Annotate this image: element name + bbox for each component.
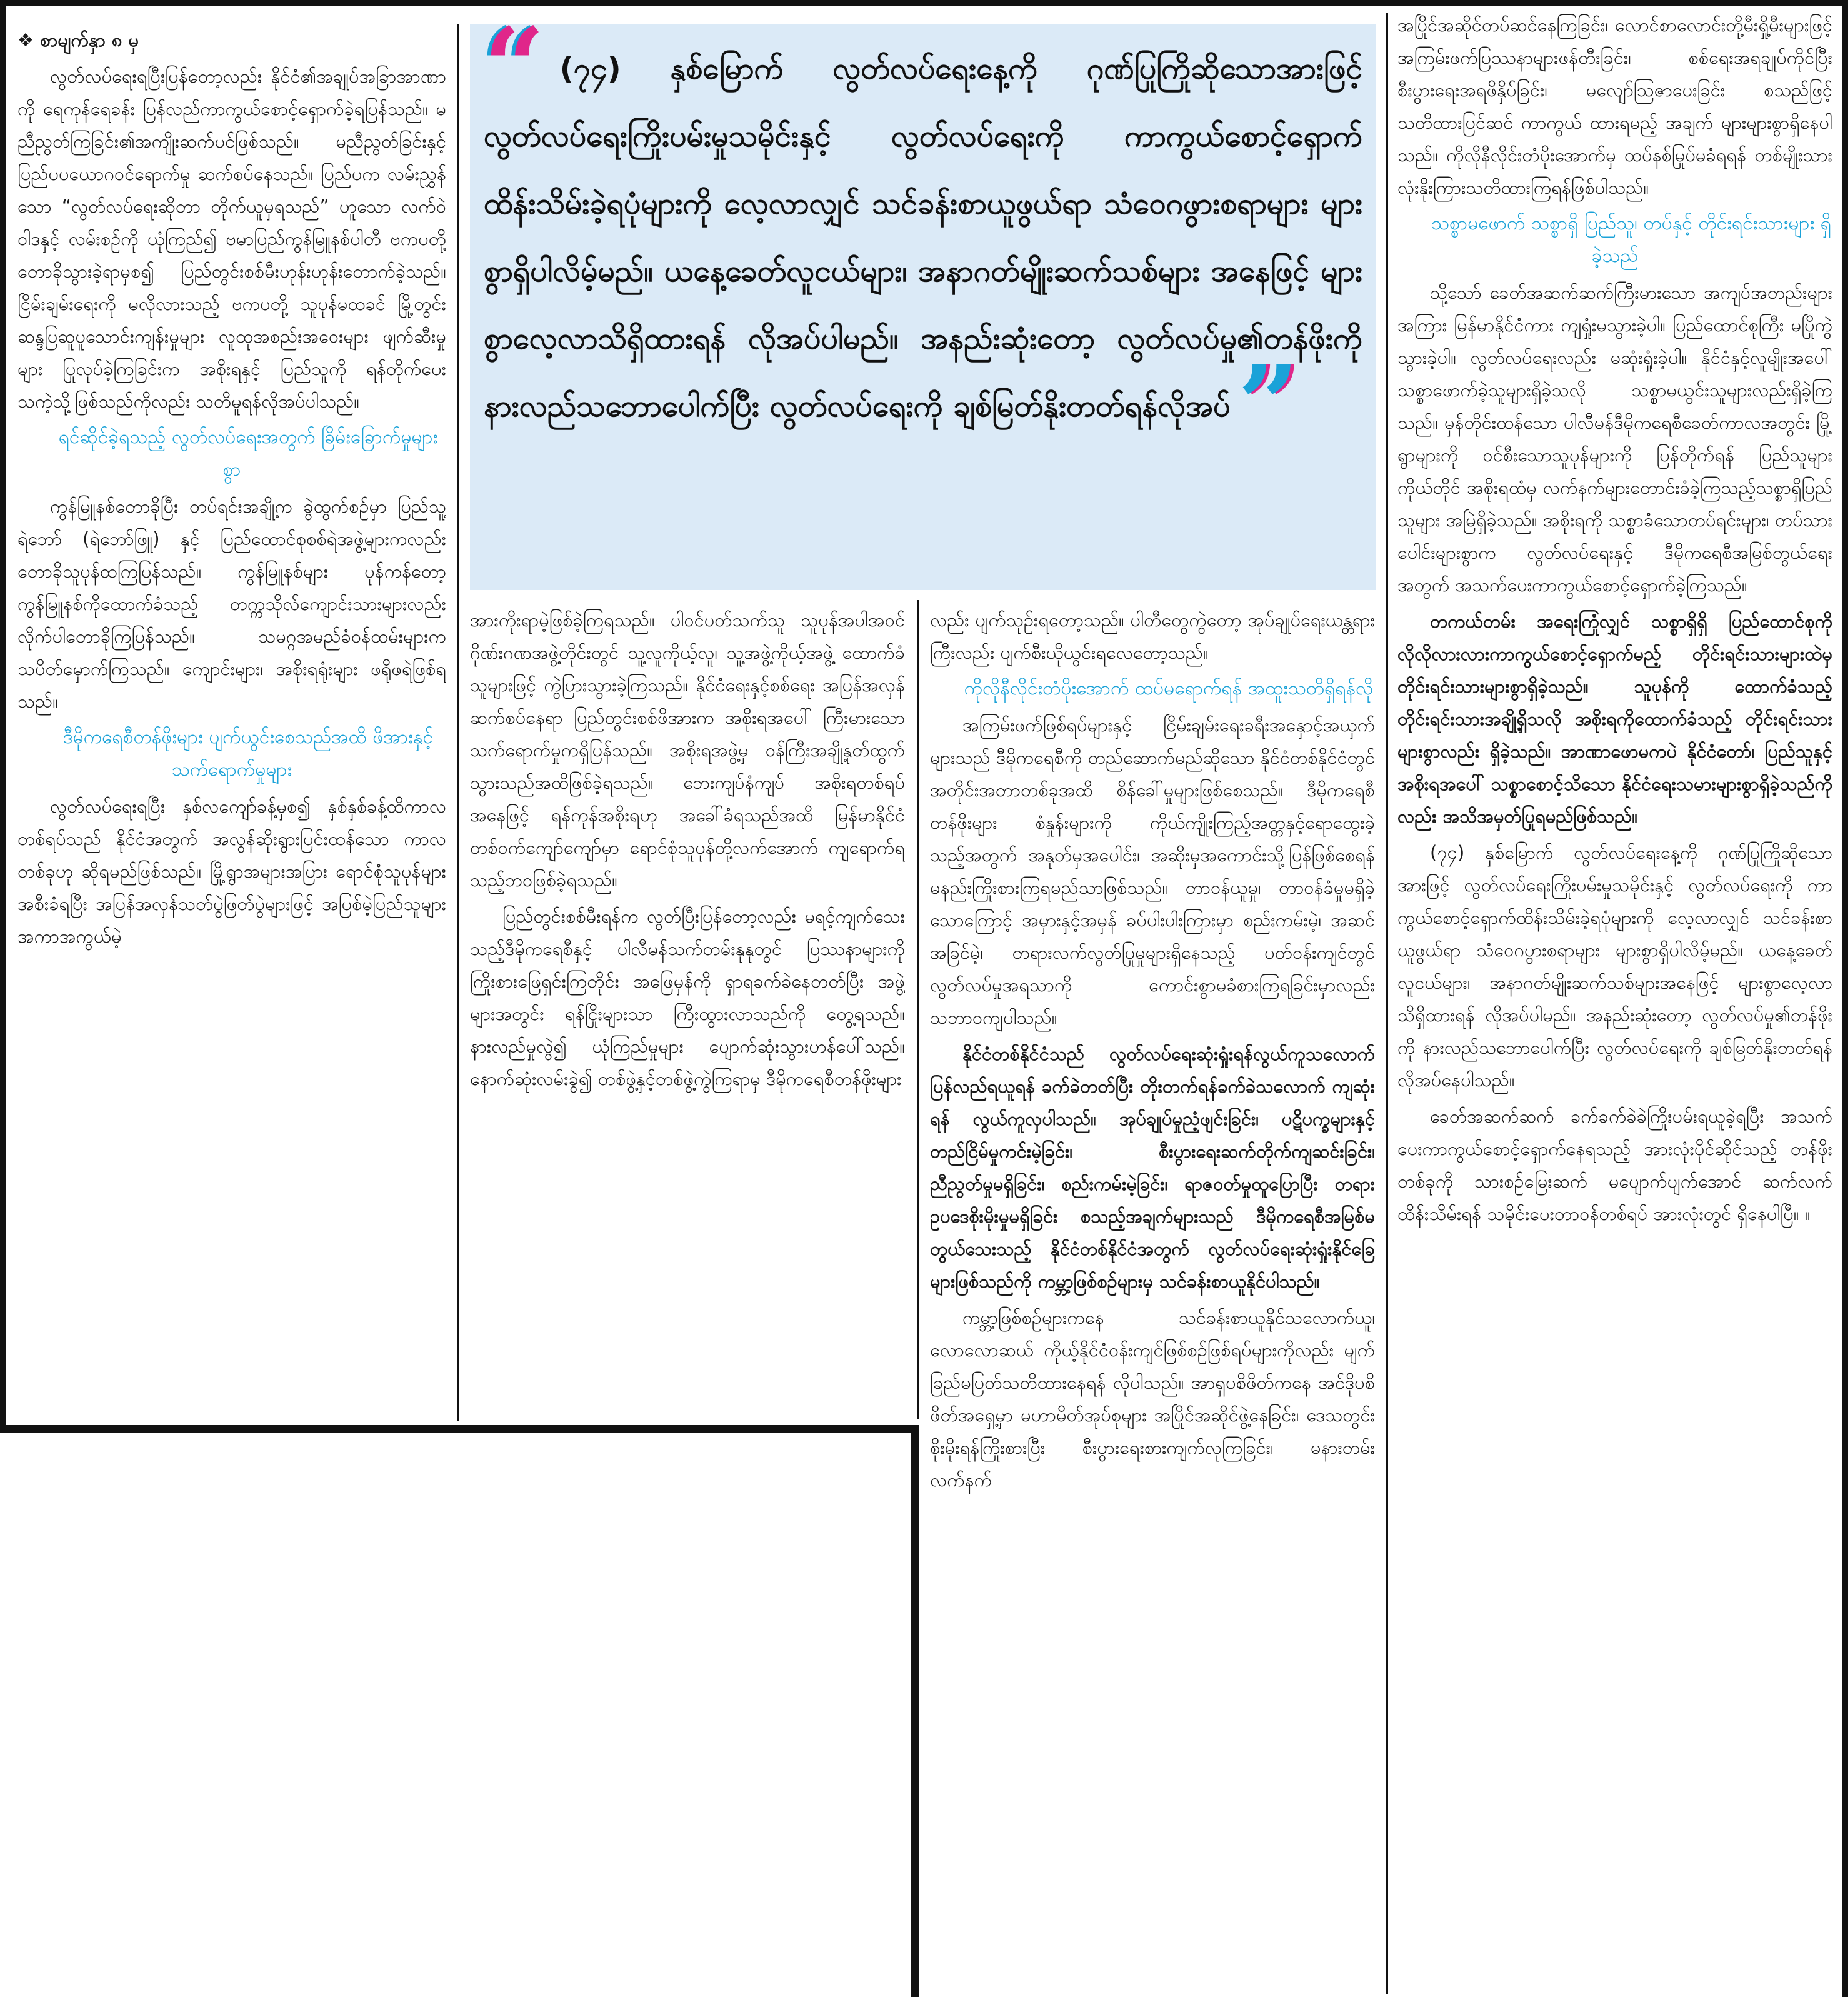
box-right-border — [911, 1425, 919, 1997]
col4-paragraph-2: သို့သော် ခေတ်အဆက်ဆက်ကြီးမားသော အကျပ်အတည်းများအကြား မြန်မာနိုင်ငံကား ကျရှုံးမသွားခဲ့ပါ။ ပြည်ထောင်စုကြီး မပြိုကွဲသွားခဲ့ပါ။ လွတ်လပ်ရေးလည်း မဆုံးရှုံးခဲ့ပါ။ နိုင်ငံနှင့်လူမျိုးအပေါ် သစ္စာဖောက်ခဲ့သူများရှိခဲ့သလို သစ္စာမယွင်းသူများလည်းရှိခဲ့ကြသည်။ မှန်တိုင်းထန်သော ပါလီမန်ဒီမိုကရေစီခေတ်ကာလအတွင်း မြို့ရွာများကို ဝင်စီးသောသူပုန်များကို ပြန်တိုက်ရန် ပြည်သူများကိုယ်တိုင် အစိုးရထံမှ လက်နက်များတောင်းခံခဲ့ကြသည့်သစ္စာရှိပြည်သူများ အမြဲရှိခဲ့သည်။ အစိုးရကို သစ္စာခံသောတပ်ရင်းများ၊ တပ်သားပေါင်းများစွာက လွတ်လပ်ရေးနှင့် ဒီမိုကရေစီအမြစ်တွယ်ရေးအတွက် အသက်ပေးကာကွယ်စောင့်ရှောက်ခဲ့ကြသည်။ — [1397, 282, 1832, 596]
col3-divider — [917, 600, 919, 1419]
open-quote-icon: “ — [484, 4, 545, 129]
right-border — [1842, 0, 1848, 1997]
box-bottom-border — [0, 1425, 917, 1433]
col4-subheading-1: သစ္စာမဖောက် သစ္စာရှိ ပြည်သူ၊ တပ်နှင့် တိုင်းရင်းသားများ ရှိခဲ့သည် — [1431, 213, 1831, 267]
column-3 — [930, 604, 1375, 1993]
col4-paragraph-3: တကယ်တမ်း အရေးကြုံလျှင် သစ္စာရှိရှိ ပြည်ထောင်စုကို လိုလိုလားလားကာကွယ်စောင့်ရှောက်မည့် တိုင်းရင်းသားများထဲမှ တိုင်းရင်းသားများစွာရှိခဲ့သည်။ သူပုန်ကို ထောက်ခံသည့်တိုင်းရင်းသားအချို့ရှိသလို အစိုးရကိုထောက်ခံသည့် တိုင်းရင်းသားများစွာလည်း ရှိခဲ့သည်။ အာဏာဖောမကပဲ နိုင်ငံတော်၊ ပြည်သူနှင့် အစိုးရအပေါ် သစ္စာစောင့်သိသော နိုင်ငံရေးသမားများစွာရှိခဲ့သည်ကိုလည်း အသိအမှတ်ပြုရမည်ဖြစ်သည်။ — [1397, 611, 1832, 827]
col1-divider — [457, 24, 459, 1421]
column-2 — [470, 604, 905, 1416]
col2-paragraph-1: အားကိုးရာမဲ့ဖြစ်ခဲ့ကြရသည်။ ပါဝင်ပတ်သက်သူ သူပုန်အပါအဝင် ဂိုဏ်းဂဏအဖွဲ့တိုင်းတွင် သူ့လူကိုယ့်လူ၊ သူ့အဖွဲ့ကိုယ့်အဖွဲ့ ထောက်ခံသူများဖြင့် ကွဲပြားသွားခဲ့ကြသည်။ နိုင်ငံရေးနှင့်စစ်ရေး အပြန်အလှန်ဆက်စပ်နေရာ ပြည်တွင်းစစ်ဖိအားက အစိုးရအပေါ် ကြီးမားသောသက်ရောက်မှုကရှိပြန်သည်။ အစိုးရအဖွဲ့မှ ဝန်ကြီးအချို့နုတ်ထွက်သွားသည်အထိဖြစ်ခဲ့ရသည်။ ဘေးကျပ်နံကျပ် အစိုးရတစ်ရပ်အနေဖြင့် ရန်ကုန်အစိုးရဟု အခေါ်ခံရသည်အထိ မြန်မာနိုင်ငံတစ်ဝက်ကျော်ကျော်မှာ ရောင်စုံသူပုန်တို့လက်အောက် ကျရောက်ရသည့်ဘဝဖြစ်ခဲ့ရသည်။ — [470, 609, 905, 891]
col4-paragraph-4: (၇၄) နှစ်မြောက် လွတ်လပ်ရေးနေ့ကို ဂုဏ်ပြုကြိုဆိုသောအားဖြင့် လွတ်လပ်ရေးကြိုးပမ်းမှုသမိုင်းနှင့် လွတ်လပ်ရေးကို ကာကွယ်စောင့်ရှောက်ထိန်းသိမ်းခဲ့ရပုံများကို လေ့လာလျှင် သင်ခန်းစာယူဖွယ်ရာ သံဝေဂပွားစရာများ များစွာရှိပါလိမ့်မည်။ ယနေ့ခေတ်လူငယ်များ၊ အနာဂတ်မျိုးဆက်သစ်များအနေဖြင့် များစွာလေ့လာသိရှိထားရန် လိုအပ်ပါမည်။ အနည်းဆုံးတော့ လွတ်လပ်မှု၏တန်ဖိုးကို နားလည်သဘောပေါက်ပြီး လွတ်လပ်ရေးကို ချစ်မြတ်နိုးတတ်ရန် လိုအပ်နေပါသည်။ — [1397, 842, 1832, 1091]
col1-subheading-2: ဒီမိုကရေစီတန်ဖိုးများ ပျက်ယွင်းစေသည်အထိ ဖိအားနှင့်သက်ရောက်မှုများ — [62, 726, 433, 781]
col3-subheading-1: ကိုလိုနီလိုင်းတံပိုးအောက် ထပ်မရောက်ရန် အထူးသတိရှိရန်လို — [964, 678, 1374, 699]
col3-paragraph-4: ကမ္ဘာ့ဖြစ်စဉ်များကနေ သင်ခန်းစာယူနိုင်သလောက်ယူ၊ လောလောဆယ် ကိုယ့်နိုင်ငံဝန်းကျင်ဖြစ်စဉ်ဖြစ်ရပ်များကိုလည်း မျက်ခြည်မပြတ်သတိထားနေရန် လိုပါသည်။ အာရှပစိဖိတ်ကနေ အင်ဒိုပစိဖိတ်အရှေ့မှာ မဟာမိတ်အုပ်စုများ အပြိုင်အဆိုင်ဖွဲ့နေခြင်း၊ ဒေသတွင်းစိုးမိုးရန်ကြိုးစားပြီး စီးပွားရေးစားကျက်လုကြခြင်း၊ မနားတမ်း လက်နက် — [930, 1307, 1375, 1491]
left-border — [0, 0, 6, 1431]
col1-paragraph-2: ကွန်မြူနစ်တောခိုပြီး တပ်ရင်းအချို့က ခွဲထွက်စဉ်မှာ ပြည်သူ့ရဲဘော် (ရဲဘော်ဖြူ) နှင့် ပြည်ထောင်စုစစ်ရဲအဖွဲ့များကလည်း တောခိုသူပုန်ထကြပြန်သည်။ ကွန်မြူနစ်များ ပုန်ကန်တော့ ကွန်မြူနစ်ကိုထောက်ခံသည့် တက္ကသိုလ်ကျောင်းသားများလည်း လိုက်ပါတောခိုကြပြန်သည်။ သမဂ္ဂအမည်ခံဝန်ထမ်းများက သပိတ်မှောက်ကြသည်။ ကျောင်းများ၊ အစိုးရရုံးများ ဖရိုဖရဲဖြစ်ရသည်။ — [17, 496, 446, 712]
col3-paragraph-2: အကြမ်းဖက်ဖြစ်ရပ်များနှင့် ငြိမ်းချမ်းရေးခရီးအနှောင့်အယှက်များသည် ဒီမိုကရေစီကို တည်ဆောက်မည်ဆိုသော နိုင်ငံတစ်နိုင်ငံတွင် အတိုင်းအတာတစ်ခုအထိ စိန်ခေါ်မှုများဖြစ်စေသည်။ ဒီမိုကရေစီတန်ဖိုးများ စံနှုန်းများကို ကိုယ်ကျိုးကြည့်အတ္တနှင့်ရောထွေးခဲ့သည့်အတွက် အနုတ်မှအပေါင်း၊ အဆိုးမှအကောင်းသို့ပြန်ဖြစ်စေရန် မနည်းကြိုးစားကြရမည်သာဖြစ်သည်။ တာဝန်ယူမှု၊ တာဝန်ခံမှုမရှိခဲ့သောကြောင့် အမှားနှင့်အမှန် ခပ်ပါးပါးကြားမှာ စည်းကမ်းမဲ့၊ အဆင်အခြင်မဲ့၊ တရားလက်လွတ်ပြုမှုများရှိနေသည့် ပတ်ဝန်းကျင်တွင် လွတ်လပ်မှုအရသာကို ကောင်းစွာမခံစားကြရခြင်းမှာလည်း သဘာဝကျပါသည်။ — [930, 714, 1375, 1028]
col1-paragraph-3: လွတ်လပ်ရေးရပြီး နှစ်လကျော်ခန့်မှစ၍ နှစ်နှစ်ခန့်ထိကာလတစ်ရပ်သည် နိုင်ငံအတွက် အလွန်ဆိုးရွားပြင်းထန်သော ကာလတစ်ခုဟု ဆိုရမည်ဖြစ်သည်။ မြို့ရွာအများအပြား ရောင်စုံသူပုန်များအစီးခံရပြီး အပြန်အလှန်သတ်ပွဲဖြတ်ပွဲများဖြင့် အပြစ်မဲ့ပြည်သူများ အကာအကွယ်မဲ့ — [17, 796, 446, 947]
top-border — [0, 0, 1848, 6]
col1-paragraph-1: လွတ်လပ်ရေးရပြီးပြန်တော့လည်း နိုင်ငံ၏အချုပ်အခြာအာဏာကို ရေကုန်ရေခန်း ပြန်လည်ကာကွယ်စောင့်ရှောက်ခဲ့ရပြန်သည်။ မညီညွတ်ကြခြင်း၏အကျိုးဆက်ပင်ဖြစ်သည်။ မညီညွတ်ခြင်းနှင့် ပြည်ပပယောဂဝင်ရောက်မှု ဆက်စပ်နေသည်။ ပြည်ပက လမ်းညွှန်သော “လွတ်လပ်ရေးဆိုတာ တိုက်ယူမှရသည်” ဟူသော လက်ဝဲဝါဒနှင့် လမ်းစဉ်ကို ယုံကြည်၍ ဗမာပြည်ကွန်မြူနစ်ပါတီ ဗကပတို့တောခိုသွားခဲ့ရာမှစ၍ ပြည်တွင်းစစ်မီးဟုန်းဟုန်းတောက်ခဲ့သည်။ ငြိမ်းချမ်းရေးကို မလိုလားသည့် ဗကပတို့ သူပုန်မထခင် မြို့တွင်းဆန္ဒပြဆူပူသောင်းကျန်းမှုများ လူထုအစည်းအဝေးများ ဖျက်ဆီးမှုများ ပြုလုပ်ခဲ့ကြခြင်းက အစိုးရနှင့် ပြည်သူကို ရန်တိုက်ပေးသကဲ့သို့ဖြစ်သည်ကိုလည်း သတိမူရန်လိုအပ်ပါသည်။ — [17, 66, 446, 412]
col3-paragraph-3: နိုင်ငံတစ်နိုင်ငံသည် လွတ်လပ်ရေးဆုံးရှုံးရန်လွယ်ကူသလောက် ပြန်လည်ရယူရန် ခက်ခဲတတ်ပြီး တိုးတက်ရန်ခက်ခဲသလောက် ကျဆုံးရန် လွယ်ကူလှပါသည်။ အုပ်ချုပ်မှုညံ့ဖျင်းခြင်း၊ ပဋိပက္ခများနှင့် တည်ငြိမ်မှုကင်းမဲ့ခြင်း၊ စီးပွားရေးဆက်တိုက်ကျဆင်းခြင်း၊ ညီညွတ်မှုမရှိခြင်း၊ စည်းကမ်းမဲ့ခြင်း၊ ရာဇဝတ်မှုထူပြောပြီး တရားဥပဒေစိုးမိုးမှုမရှိခြင်း စသည့်အချက်များသည် ဒီမိုကရေစီအမြစ်မတွယ်သေးသည့် နိုင်ငံတစ်နိုင်ငံအတွက် လွတ်လပ်ရေးဆုံးရှုံးနိုင်ခြေများဖြစ်သည်ကို ကမ္ဘာ့ဖြစ်စဉ်များမှ သင်ခန်းစာယူနိုင်ပါသည်။ — [930, 1043, 1375, 1292]
col4-paragraph-1: အပြိုင်အဆိုင်တပ်ဆင်နေကြခြင်း၊ လောင်စာလောင်းတို့မီးရှို့မီးများဖြင့် အကြမ်းဖက်ပြဿနာများဖန်တီးခြင်း၊ စစ်ရေးအရချုပ်ကိုင်ပြီး စီးပွားရေးအရဖိနှိပ်ခြင်း၊ မလျော်ဩဇာပေးခြင်း စသည်ဖြင့် သတိထားပြင်ဆင် ကာကွယ် ထားရမည့် အချက် များများစွာရှိနေပါ သည်။ ကိုလိုနီလိုင်းတံပိုးအောက်မှ ထပ်နစ်မြုပ်မခံရရန် တစ်မျိုးသားလုံးနိုးကြားသတိထားကြရန်ဖြစ်ပါသည်။ — [1397, 14, 1832, 198]
col4-divider — [1386, 13, 1388, 1994]
column-4 — [1397, 9, 1832, 1993]
continued-from-label: ❖ စာမျက်နှာ ၈ မှ — [17, 29, 139, 51]
col4-paragraph-5: ခေတ်အဆက်ဆက် ခက်ခက်ခဲခဲကြိုးပမ်းရယူခဲ့ရပြီး အသက်ပေးကာကွယ်စောင့်ရှောက်နေရသည့် အားလုံးပိုင်ဆိုင်သည့် တန်ဖိုးတစ်ခုကို သားစဉ်မြေးဆက် မပျောက်ပျက်အောင် ဆက်လက်ထိန်းသိမ်းရန် သမိုင်းပေးတာဝန်တစ်ရပ် အားလုံးတွင် ရှိနေပါပြီ။ ။ — [1397, 1106, 1832, 1224]
pull-quote-box — [470, 4, 1376, 590]
col2-paragraph-2: ပြည်တွင်းစစ်မီးရန်က လွတ်ပြီးပြန်တော့လည်း မရင့်ကျက်သေးသည့်ဒီမိုကရေစီနှင့် ပါလီမန်သက်တမ်းနုနုတွင် ပြဿနာများကို ကြိုးစားဖြေရှင်းကြတိုင်း အဖြေမှန်ကို ရှာရခက်ခဲနေတတ်ပြီး အဖွဲ့များအတွင်း ရန်ငြိုးများသာ ကြီးထွားလာသည်ကို တွေ့ရသည်။ နားလည်မှုလွဲ၍ ယုံကြည်မှုများ ပျောက်ဆုံးသွားဟန်ပေါ်သည်။ နောက်ဆုံးလမ်းခွဲ၍ တစ်ဖွဲ့နှင့်တစ်ဖွဲ့ကွဲကြရာမှ ဒီမိုကရေစီတန်ဖိုးများ — [470, 906, 905, 1089]
column-1 — [17, 24, 446, 1414]
col3-paragraph-1: လည်း ပျက်သုဉ်းရတော့သည်။ ပါတီတွေကွဲတော့ အုပ်ချုပ်ရေးယန္တရားကြီးလည်း ပျက်စီးယိုယွင်းရလေတော့သည်။ — [930, 609, 1375, 663]
pull-quote — [484, 4, 1362, 467]
pull-quote-text: (၇၄) နှစ်မြောက် လွတ်လပ်ရေးနေ့ကို ဂုဏ်ပြုကြိုဆိုသောအားဖြင့် လွတ်လပ်ရေးကြိုးပမ်းမှုသမိုင်းနှင့် လွတ်လပ်ရေးကို ကာကွယ်စောင့်ရှောက်ထိန်းသိမ်းခဲ့ရပုံများကို လေ့လာလျှင် သင်ခန်းစာယူဖွယ်ရာ သံဝေဂဖွားစရာများ များစွာရှိပါလိမ့်မည်။ ယနေ့ခေတ်လူငယ်များ၊ အနာဂတ်မျိုးဆက်သစ်များ အနေဖြင့် များစွာလေ့လာသိရှိထားရန် လိုအပ်ပါမည်။ အနည်းဆုံးတော့ လွတ်လပ်မှု၏တန်ဖိုးကို နားလည်သဘောပေါက်ပြီး လွတ်လပ်ရေးကို ချစ်မြတ်နိုးတတ်ရန်လိုအပ် — [484, 51, 1362, 424]
col1-subheading-1: ရင်ဆိုင်ခဲ့ရသည့် လွတ်လပ်ရေးအတွက် ခြိမ်းခြောက်မှုများစွာ — [58, 426, 438, 481]
close-quote-icon: ” — [1237, 342, 1299, 467]
